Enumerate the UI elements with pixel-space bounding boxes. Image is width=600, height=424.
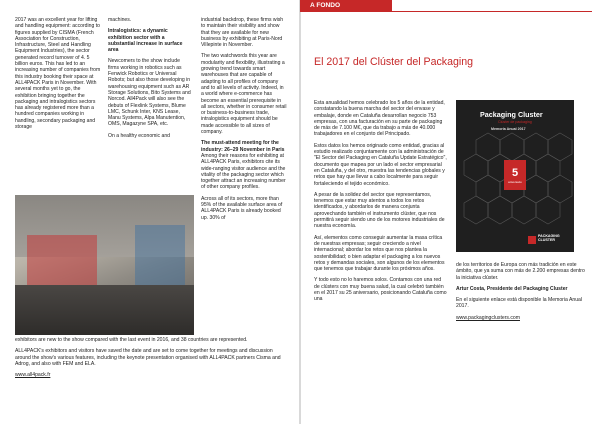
paragraph: machines. bbox=[108, 17, 132, 23]
paragraph: A pesar de la solidez del sector que representamos, tenemos que estar muy atentos a todos los retos identificados, y abordarlos de manera conjunta aprovechando también el instrumento clúster, que nos permitirá seguir siendo uno de los motores industriales de nuestra economía. bbox=[314, 191, 445, 230]
exhibition-photo bbox=[15, 195, 194, 335]
cover-subtitle: Clúster de packaging bbox=[498, 120, 532, 124]
cluster-logo-text: PACKAGING CLUSTER bbox=[538, 234, 560, 243]
section-rule bbox=[392, 11, 592, 12]
signature: Artur Costa, Presidente del Packaging Cluster bbox=[456, 285, 568, 292]
paragraph: On a healthy economic and bbox=[108, 132, 171, 139]
paragraph: industrial backdrop, these firms wish to maintain their visibility and show that they are available for new business by exhibiting at Paris-Nord Villepinte in November. bbox=[201, 17, 284, 49]
packaging-cluster-link[interactable]: www.packagingclusters.com bbox=[456, 314, 520, 321]
left-column-3 bbox=[201, 17, 287, 226]
paragraph: de los territorios de Europa con más tradición en este ámbito, que ya suma con más de 2.200 empresas dentro la iniciativa clúster. bbox=[456, 262, 585, 281]
paragraph: Así, elementos como conseguir aumentar la masa crítica de nuestras empresas; seguir creciendo a nivel internacional; abordar los retos que nos plantea la sostenibilidad; o bien adaptar el packaging a los nuevos retos y demandas sociales, son algunos de los elementos que tenemos que trabajar durante los próximos años. bbox=[314, 234, 445, 273]
page-gutter bbox=[299, 0, 301, 424]
paragraph: ALL4PACK's exhibitors and visitors have saved the date and are set to come together for meetings and discussion around the show's various features, including the keynote presentation organised with ALL4PACK partners Cisma and Adrog, and also with FEM and ELA. bbox=[15, 348, 281, 367]
left-full-width-text bbox=[15, 337, 287, 383]
subheading: The must-attend meeting for the industry: 26–29 November in Paris bbox=[201, 140, 285, 153]
right-column-2 bbox=[456, 262, 586, 326]
badge-label: aniversario bbox=[508, 180, 522, 184]
paragraph: Estos datos los hemos originado como entidad, gracias al estudio realizado conjuntamente con la administración de "El Sector del Packaging en Cataluña Update Estratégico", documento que mapea por un lado el sector empresarial en Cataluña, y del otro, muestra las tendencias globales y retos que hay que llevar a cabo localmente para seguir fortaleciendo el tejido económico. bbox=[314, 142, 447, 187]
section-tab: A FONDO bbox=[300, 0, 392, 12]
left-column-2 bbox=[108, 17, 192, 144]
paragraph: Newcomers to the show include firms working in robotics such as Fenwick Robotics or Universal Robots; but also those developing in warehousing equipment such as AR Storage Solutions, Bito Systems and Norcod. All4Pack will also see the debuts of Flexlink Systems, Blume LMC, Schunk Inter, KNS Lease, Manu Systems, Alpa Manutention, OMS, Magazyne SPA, etc. bbox=[108, 58, 191, 128]
paragraph: Among their reasons for exhibiting at ALL4PACK Paris, exhibitors cite its wide-ranging visitor audience and the vitality of the packaging sector which together attract an increasing number of other company profiles. bbox=[201, 152, 286, 191]
cover-title: Packaging Cluster bbox=[480, 110, 543, 119]
paragraph: Across all of its sectors, more than 95% of the available surface area of ALL4PACK Paris is already booked up. 30% of bbox=[201, 195, 283, 221]
paragraph: Y todo esto no lo haremos solos. Contamos con una red de clústers con muy buena salud, la cual celebró también en el 2017 su 25 aniversario, posicionando Cataluña como una bbox=[314, 277, 447, 303]
badge-number: 5 bbox=[511, 167, 519, 179]
annual-report-cover bbox=[456, 100, 574, 252]
right-column-1 bbox=[314, 100, 447, 308]
cluster-logo-icon bbox=[528, 236, 536, 244]
paragraph: The two watchwords this year are modularity and flexibility, illustrating a growing trend towards smart warehouses that are capable of adapting to all profiles of company and to all levels of activity. Indeed, in a world where e-commerce has become an essential prerequisite in all sectors, whether in consumer retail or business-to-business trade, intralogistics equipment should be made accessible to all sizes of company. bbox=[201, 53, 287, 136]
page-title: El 2017 del Clúster del Packaging bbox=[314, 56, 474, 68]
anniversary-badge bbox=[504, 160, 526, 190]
cover-memo: Memoria Anual 2017 bbox=[491, 127, 526, 131]
paragraph: Esta anualidad hemos celebrado los 5 años de la entidad, constatando la buena marcha del sector del envase y embalaje, donde en Cataluña desarrollan negocio 753 empresas, con una facturación en su parte de packaging de más de 7.100 M€, que da trabajo a más de 40.000 trabajadores en el conjunto del Principado. bbox=[314, 100, 445, 138]
subheading: Intralogistics: a dynamic exhibition sector with a substantial increase in surface area bbox=[108, 28, 183, 54]
paragraph: 2017 was an excellent year for lifting and handling equipment: according to figures supplied by CISMA (French Association for Construction, Infrastructure, Steel and Handling Equipment Industries), the sector generated record turnover of 4. 5 billion euros. This has led to an increasing number of companies from this industry booking their space at ALL4PACK Paris in November. With several months yet to go, the exhibition bringing together the packaging and intralogistics sectors has already registered more than a hundred companies working in handling, secondary packaging and storage bbox=[15, 17, 101, 131]
left-column-1 bbox=[15, 17, 101, 135]
paragraph: exhibitors are new to the show compared with the last event in 2016, and 38 countries are represented. bbox=[15, 337, 248, 343]
all4pack-link[interactable]: www.all4pack.fr bbox=[15, 372, 51, 379]
paragraph: En el siguiente enlace está disponible la Memoria Anual 2017. bbox=[456, 297, 583, 310]
